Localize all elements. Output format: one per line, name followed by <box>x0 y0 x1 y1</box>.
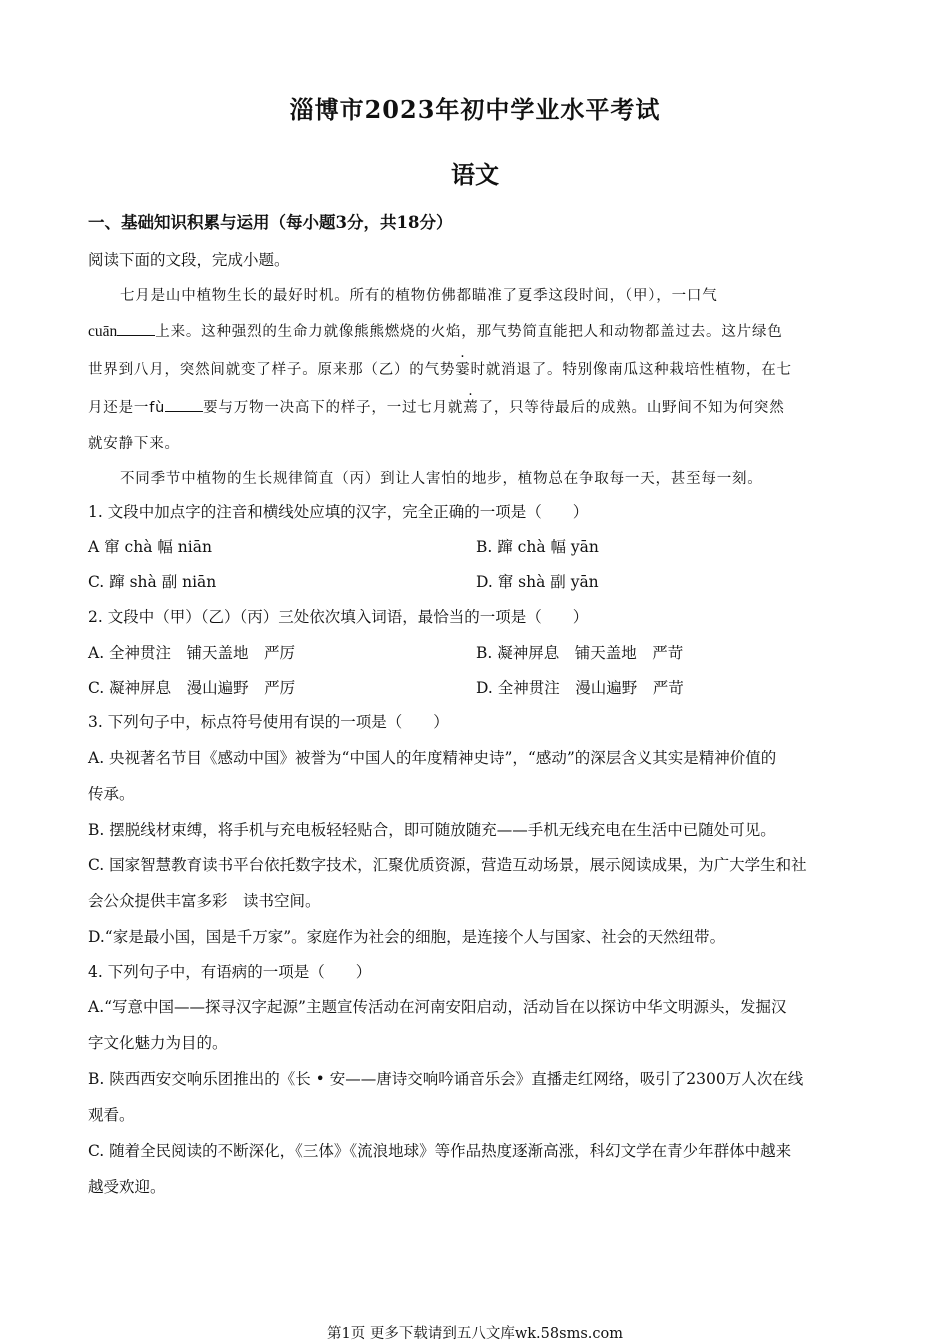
question-4-option-b-line-1[interactable]: B. 陕西西安交响乐团推出的《长 • 安——唐诗交响吟诵音乐会》直播走红网络，吸引了2300万人次在线 <box>88 1070 804 1088</box>
section-heading: 一、基础知识积累与运用（每小题3分，共18分） <box>88 213 453 232</box>
instruction-text: 阅读下面的文段，完成小题。 <box>88 251 290 269</box>
question-3-option-d[interactable]: D.“家是最小国，国是千万家”。家庭作为社会的细胞，是连接个人与国家、社会的天然纽带。 <box>88 928 726 946</box>
passage-paragraph-2: 不同季节中植物的生长规律简直（丙）到让人害怕的地步，植物总在争取每一天，甚至每一刻。 <box>120 471 763 487</box>
question-3-option-b[interactable]: B. 摆脱线材束缚，将手机与充电板轻轻贴合，即可随放随充——手机无线充电在生活中已随处可见。 <box>88 821 776 839</box>
passage-line-4-c: 了，只等待最后的成熟。山野间不知为何突然 <box>478 400 785 416</box>
passage-line-4-a: 月还是一fù <box>88 400 166 416</box>
question-4-option-a-line-1[interactable]: A.“写意中国——探寻汉字起源”主题宣传活动在河南安阳启动，活动旨在以探访中华文明源头，发掘汉 <box>88 998 787 1016</box>
dotted-char-nian: 蔫 <box>463 400 479 416</box>
question-2-stem: 2. 文段中（甲）（乙）（丙）三处依次填入词语，最恰当的一项是（ ） <box>88 608 589 626</box>
passage-line-3 <box>88 358 863 379</box>
passage-line-1: 七月是山中植物生长的最好时机。所有的植物仿佛都瞄准了夏季这段时间，（甲），一口气 <box>120 288 718 304</box>
passage-line-3-pre: 世界到八月，突然间就变了样子。原来那（乙）的气势 <box>88 362 456 378</box>
passage-line-5: 就安静下来。 <box>88 436 180 452</box>
question-4-stem: 4. 下列句子中，有语病的一项是（ ） <box>88 963 372 981</box>
question-3-option-c-line-1[interactable]: C. 国家智慧教育读书平台依托数字技术，汇聚优质资源，营造互动场景，展示阅读成果，为广大学生和社 <box>88 856 807 874</box>
question-3-option-a-line-1[interactable]: A. 央视著名节目《感动中国》被誉为“中国人的年度精神史诗”，“感动”的深层含义其实是精神价值的 <box>88 749 777 767</box>
question-1-option-a[interactable]: A 窜 chà 幅 niān <box>88 538 212 556</box>
question-2-option-a[interactable]: A. 全神贯注 铺天盖地 严厉 <box>88 644 296 662</box>
passage-line-4 <box>88 396 863 417</box>
pinyin-cuan: cuān <box>88 323 118 340</box>
dotted-char-sha: 霎 <box>455 362 471 378</box>
question-3-stem: 3. 下列句子中，标点符号使用有误的一项是（ ） <box>88 713 449 731</box>
question-3-option-c-line-2[interactable]: 会公众提供丰富多彩 读书空间。 <box>88 892 321 910</box>
question-4-option-a-line-2[interactable]: 字文化魅力为目的。 <box>88 1034 228 1052</box>
question-1-stem: 1. 文段中加点字的注音和横线处应填的汉字，完全正确的一项是（ ） <box>88 503 589 521</box>
fill-blank-2 <box>165 397 203 412</box>
page-title: 淄博市2023年初中学业水平考试 <box>289 95 661 124</box>
question-4-option-c-line-2[interactable]: 越受欢迎。 <box>88 1178 166 1196</box>
question-3-option-a-line-2[interactable]: 传承。 <box>88 785 135 803</box>
passage-line-2 <box>88 320 863 341</box>
page-footer: 第1页 更多下载请到五八文库wk.58sms.com <box>327 1326 623 1342</box>
question-4-option-c-line-1[interactable]: C. 随着全民阅读的不断深化，《三体》《流浪地球》等作品热度逐渐高涨，科幻文学在青少年群体中越来 <box>88 1142 792 1160</box>
question-2-option-b[interactable]: B. 凝神屏息 铺天盖地 严苛 <box>476 644 684 662</box>
passage-line-4-b: 要与万物一决高下的样子，一过七月就 <box>203 400 464 416</box>
question-4-option-b-line-2[interactable]: 观看。 <box>88 1106 135 1124</box>
fill-blank-1 <box>117 321 155 336</box>
subject-title: 语文 <box>451 160 499 189</box>
question-1-option-b[interactable]: B. 蹿 chà 幅 yān <box>476 538 599 556</box>
passage-line-2-text: 上来。这种强烈的生命力就像熊熊燃烧的火焰，那气势简直能把人和动物都盖过去。这片绿色 <box>155 324 783 340</box>
question-1-option-d[interactable]: D. 窜 shà 副 yān <box>476 573 599 591</box>
question-2-option-d[interactable]: D. 全神贯注 漫山遍野 严苛 <box>476 679 684 697</box>
question-2-option-c[interactable]: C. 凝神屏息 漫山遍野 严厉 <box>88 679 296 697</box>
passage-line-3-post: 时就消退了。特别像南瓜这种栽培性植物，在七 <box>470 362 792 378</box>
question-1-option-c[interactable]: C. 蹿 shà 副 niān <box>88 573 217 591</box>
